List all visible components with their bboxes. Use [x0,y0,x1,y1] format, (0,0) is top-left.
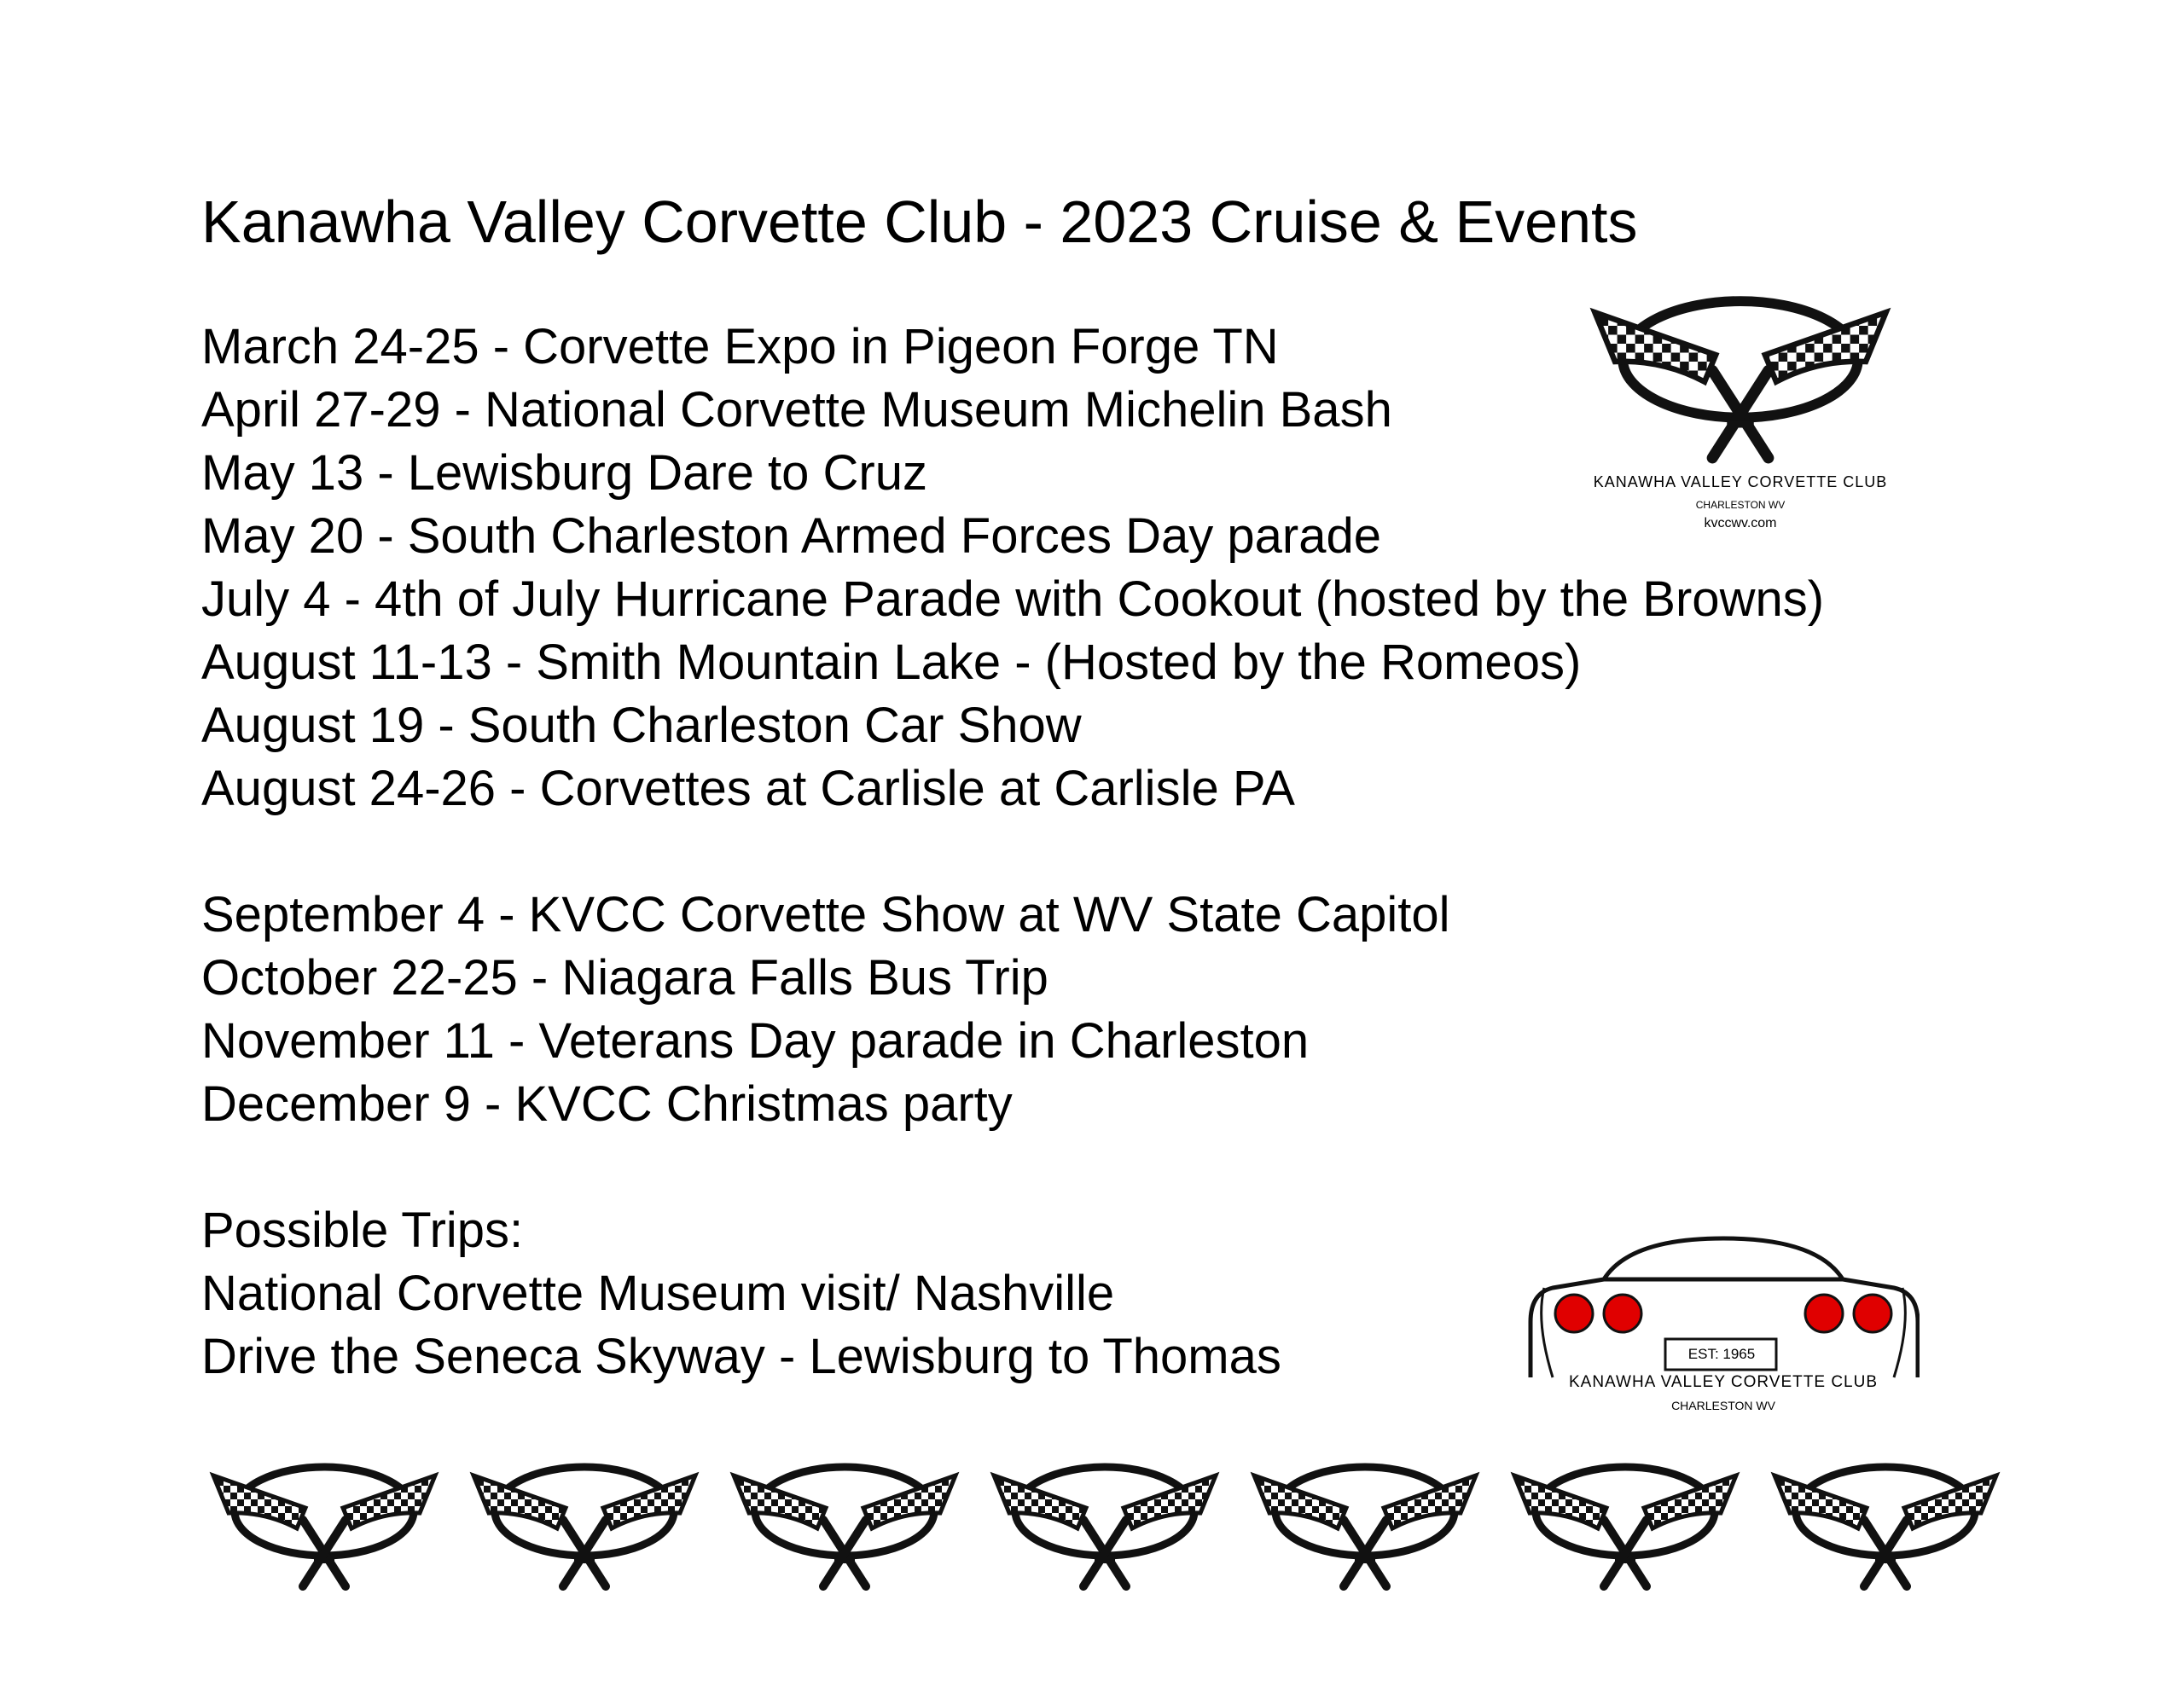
trips-heading: Possible Trips: [201,1203,524,1258]
taillight-icon [1854,1295,1891,1332]
crossed-flags-icon [717,1458,973,1595]
event-item: May 20 - South Charleston Armed Forces Day parade [201,508,1381,564]
crossed-flags-icon [1757,1458,2013,1595]
event-item: September 4 - KVCC Corvette Show at WV State Capitol [201,887,1450,942]
logo-city: CHARLESTON WV [1695,499,1786,511]
taillight-icon [1555,1295,1593,1332]
logo-club-name: KANAWHA VALLEY CORVETTE CLUB [1568,1373,1878,1391]
club-logo-car [1527,1228,1920,1424]
logo-established: EST: 1965 [1687,1346,1756,1362]
taillight-icon [1805,1295,1843,1332]
logo-url: kvccwv.com [1704,516,1777,530]
flag-row [196,1458,2030,1620]
logo-club-name: KANAWHA VALLEY CORVETTE CLUB [1593,473,1888,490]
event-item: November 11 - Veterans Day parade in Charleston [201,1013,1310,1069]
event-item: July 4 - 4th of July Hurricane Parade with Cookout (hosted by the Browns) [201,571,1825,627]
crossed-flags-icon [1497,1458,1753,1595]
crossed-flags-icon [196,1458,452,1595]
trip-item: National Corvette Museum visit/ Nashville [201,1266,1115,1321]
trip-item: Drive the Seneca Skyway - Lewisburg to Thomas [201,1329,1281,1384]
event-item: March 24-25 - Corvette Expo in Pigeon Forge TN [201,319,1279,374]
crossed-flags-icon [1237,1458,1493,1595]
page-title: Kanawha Valley Corvette Club - 2023 Cruise & Events [201,188,1638,255]
event-item: May 13 - Lewisburg Dare to Cruz [201,445,927,501]
crossed-flags-icon [977,1458,1233,1595]
logo-city: CHARLESTON WV [1671,1399,1775,1412]
corvette-rear-icon [1527,1228,1920,1424]
event-item: August 24-26 - Corvettes at Carlisle at Carlisle PA [201,761,1295,816]
taillight-icon [1604,1295,1641,1332]
event-item: August 19 - South Charleston Car Show [201,698,1082,753]
event-item: December 9 - KVCC Christmas party [201,1076,1013,1132]
crossed-flags-icon [456,1458,712,1595]
event-item: October 22-25 - Niagara Falls Bus Trip [201,950,1048,1006]
event-item: August 11-13 - Smith Mountain Lake - (Hosted by the Romeos) [201,635,1582,690]
event-item: April 27-29 - National Corvette Museum Michelin Bash [201,382,1392,438]
